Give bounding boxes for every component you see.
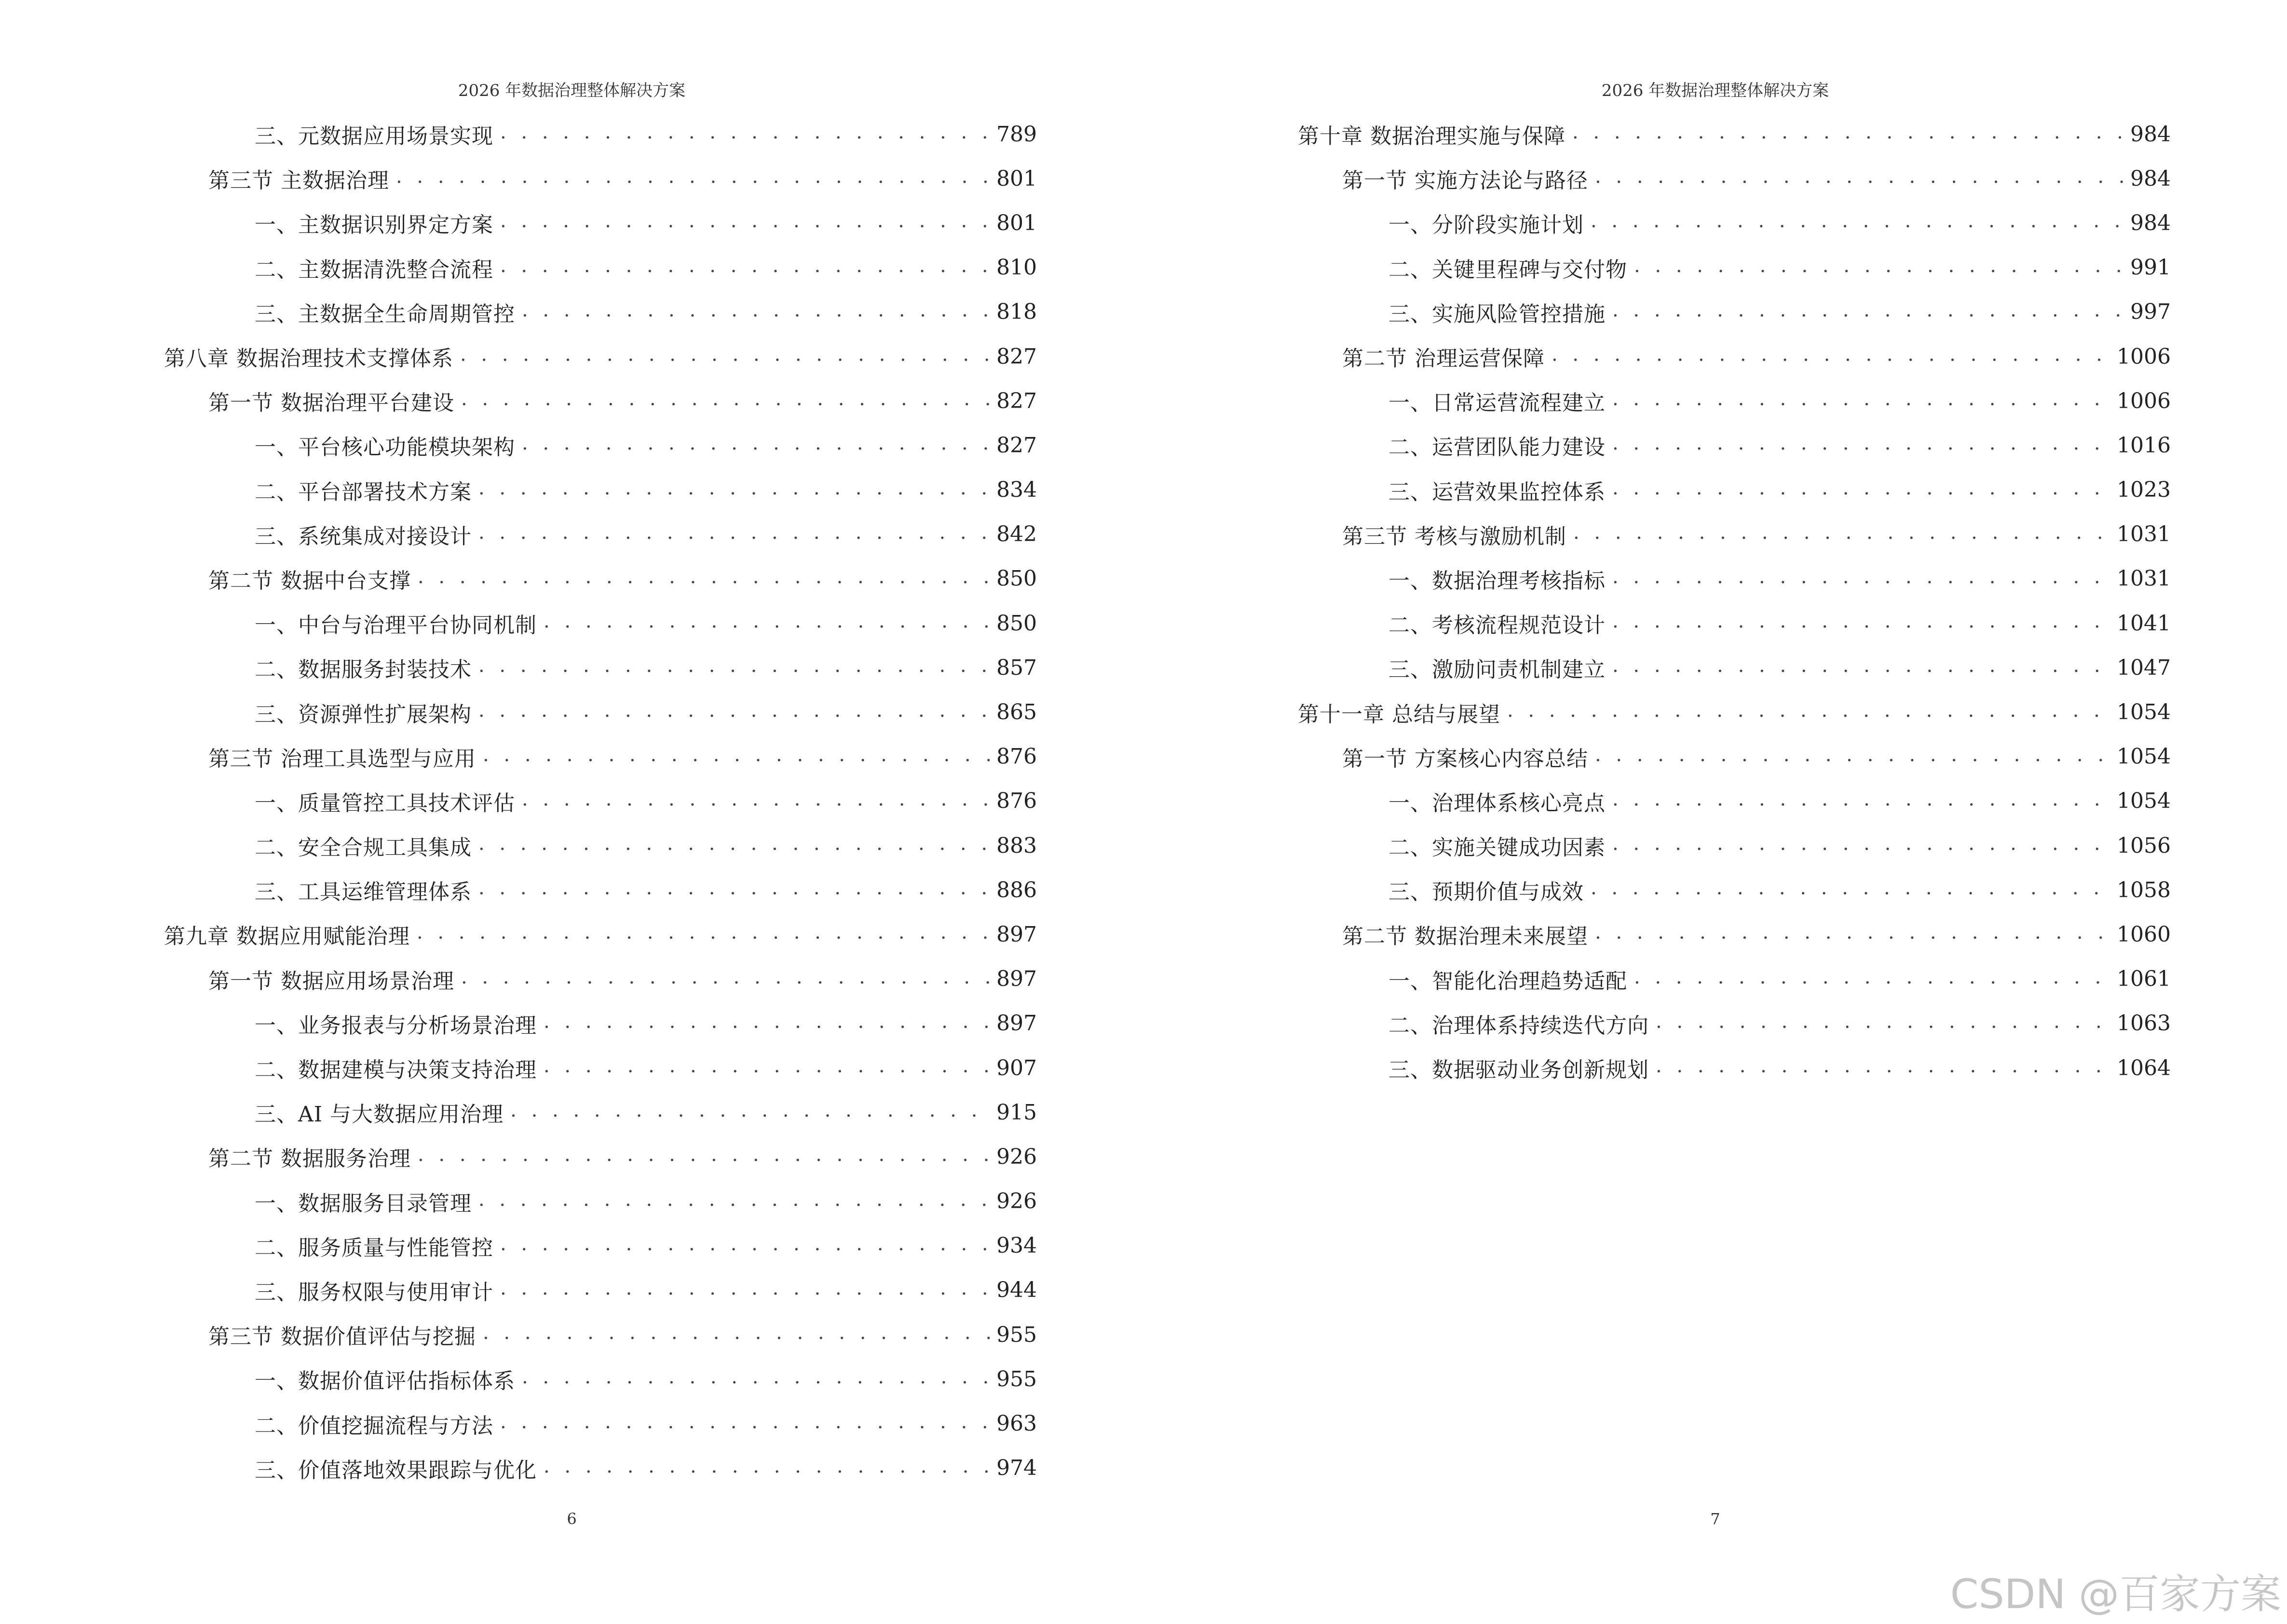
toc-entry-page: 926: [996, 1189, 1037, 1214]
toc-entry[interactable]: [164, 379, 1037, 423]
toc-leader-dots: [1612, 388, 2110, 410]
toc-entry[interactable]: [164, 1357, 1037, 1401]
toc-entry-page: 907: [996, 1055, 1037, 1080]
toc-entry[interactable]: [1298, 379, 2171, 423]
toc-entry-page: 801: [996, 210, 1037, 235]
toc-entry[interactable]: [164, 601, 1037, 645]
toc-entry-page: 827: [996, 433, 1037, 458]
toc-leader-dots: [478, 477, 990, 499]
toc-leader-dots: [500, 1233, 990, 1255]
toc-entry[interactable]: [164, 1001, 1037, 1046]
toc-entry-page: 818: [996, 300, 1037, 325]
toc-entry[interactable]: [1298, 1001, 2171, 1046]
toc-entry-title: 二、主数据清洗整合流程: [255, 257, 493, 282]
toc-entry[interactable]: [164, 1224, 1037, 1268]
toc-leader-dots: [544, 1055, 990, 1077]
toc-entry-title: 第二节 数据治理未来展望: [1342, 924, 1588, 949]
toc-leader-dots: [500, 1277, 990, 1299]
toc-entry[interactable]: [1298, 112, 2171, 156]
toc-entry-title: 第三节 数据价值评估与挖掘: [208, 1324, 476, 1350]
toc-entry-title: 二、治理体系持续迭代方向: [1389, 1013, 1649, 1038]
toc-entry-title: 第一节 数据应用场景治理: [208, 969, 454, 994]
toc-entry[interactable]: [1298, 868, 2171, 912]
toc-leader-dots: [483, 744, 990, 766]
toc-leader-dots: [1552, 343, 2110, 366]
toc-leader-dots: [500, 1411, 990, 1433]
toc-entry[interactable]: [164, 156, 1037, 201]
toc-entry-title: 三、激励问责机制建立: [1389, 657, 1606, 682]
toc-leader-dots: [522, 299, 990, 321]
toc-entry-page: 789: [996, 122, 1037, 147]
toc-entry[interactable]: [1298, 512, 2171, 557]
toc-entry[interactable]: [1298, 423, 2171, 467]
toc-leader-dots: [417, 921, 990, 943]
toc-entry-page: 1031: [2117, 566, 2171, 591]
toc-entry-page: 1058: [2117, 877, 2171, 902]
toc-entry-page: 1006: [2117, 388, 2171, 413]
toc-entry-page: 915: [996, 1100, 1037, 1125]
toc-entry-page: 1006: [2117, 344, 2171, 369]
toc-leader-dots: [1595, 921, 2110, 943]
toc-entry-page: 997: [2130, 300, 2171, 325]
toc-entry-title: 第二节 治理运营保障: [1342, 346, 1545, 371]
toc-leader-dots: [522, 432, 990, 454]
toc-entry-page: 850: [996, 611, 1037, 636]
toc-entry[interactable]: [1298, 823, 2171, 868]
toc-list-right: [1298, 112, 2171, 1090]
toc-entry-title: 三、价值落地效果跟踪与优化: [255, 1458, 537, 1483]
toc-entry[interactable]: [164, 557, 1037, 601]
toc-entry-page: 1063: [2117, 1011, 2171, 1036]
toc-entry[interactable]: [1298, 468, 2171, 512]
toc-entry-title: 三、预期价值与成效: [1389, 880, 1584, 905]
toc-entry-title: 三、实施风险管控措施: [1389, 301, 1606, 327]
toc-entry-page: 883: [996, 833, 1037, 858]
toc-leader-dots: [1612, 655, 2110, 677]
toc-leader-dots: [483, 1322, 990, 1344]
toc-leader-dots: [1612, 299, 2124, 321]
toc-leader-dots: [500, 121, 990, 143]
toc-entry-page: 974: [996, 1456, 1037, 1481]
toc-leader-dots: [1634, 966, 2110, 988]
toc-entry-title: 第三节 治理工具选型与应用: [208, 746, 476, 771]
toc-entry-page: 897: [996, 922, 1037, 947]
toc-leader-dots: [418, 1144, 990, 1166]
toc-leader-dots: [396, 165, 990, 188]
toc-entry[interactable]: [164, 690, 1037, 734]
toc-leader-dots: [1612, 566, 2110, 588]
toc-entry-title: 第八章 数据治理技术支撑体系: [164, 346, 453, 371]
toc-entry-title: 三、系统集成对接设计: [255, 524, 472, 549]
toc-leader-dots: [478, 832, 990, 855]
toc-leader-dots: [478, 521, 990, 544]
toc-entry[interactable]: [1298, 690, 2171, 734]
toc-entry[interactable]: [164, 1312, 1037, 1357]
toc-entry-page: 1061: [2117, 967, 2171, 992]
toc-entry-title: 三、数据驱动业务创新规划: [1389, 1058, 1649, 1083]
toc-entry[interactable]: [164, 468, 1037, 512]
toc-entry-title: 第九章 数据应用赋能治理: [164, 924, 410, 949]
toc-leader-dots: [500, 255, 990, 277]
toc-leader-dots: [1612, 477, 2110, 499]
toc-entry[interactable]: [164, 1446, 1037, 1490]
watermark: CSDN @百家方案: [1950, 1570, 2281, 1618]
toc-entry-title: 第一节 实施方法论与路径: [1342, 168, 1588, 193]
toc-entry-title: 第十一章 总结与展望: [1298, 702, 1500, 727]
toc-entry-page: 842: [996, 522, 1037, 547]
toc-entry-page: 984: [2130, 166, 2171, 191]
page-number: 6: [567, 1510, 577, 1528]
toc-entry-page: 876: [996, 789, 1037, 814]
toc-entry[interactable]: [164, 423, 1037, 467]
toc-entry-title: 三、运营效果监控体系: [1389, 479, 1606, 505]
toc-entry-page: 934: [996, 1233, 1037, 1258]
toc-leader-dots: [1591, 210, 2124, 232]
toc-entry-title: 三、服务权限与使用审计: [255, 1280, 493, 1305]
toc-entry-page: 827: [996, 344, 1037, 369]
toc-entry-title: 三、工具运维管理体系: [255, 880, 472, 905]
toc-entry[interactable]: [164, 112, 1037, 156]
toc-entry-page: 1054: [2117, 744, 2171, 769]
toc-leader-dots: [500, 210, 990, 232]
toc-entry-title: 第三节 主数据治理: [208, 168, 389, 193]
toc-entry[interactable]: [164, 290, 1037, 334]
toc-entry-page: 991: [2130, 255, 2171, 280]
right-page: [1144, 0, 2287, 1624]
toc-entry-title: 二、数据服务封装技术: [255, 657, 472, 682]
toc-entry[interactable]: [164, 868, 1037, 912]
toc-entry-page: 926: [996, 1144, 1037, 1169]
toc-entry[interactable]: [1298, 957, 2171, 1001]
toc-leader-dots: [461, 388, 990, 410]
toc-entry-title: 二、实施关键成功因素: [1389, 835, 1606, 860]
toc-entry-title: 二、考核流程规范设计: [1389, 613, 1606, 638]
toc-entry[interactable]: [1298, 246, 2171, 290]
toc-entry[interactable]: [164, 779, 1037, 823]
toc-entry[interactable]: [164, 1401, 1037, 1446]
toc-entry-page: 963: [996, 1411, 1037, 1436]
toc-entry-title: 二、关键里程碑与交付物: [1389, 257, 1627, 282]
toc-entry-title: 三、元数据应用场景实现: [255, 124, 493, 149]
toc-entry-title: 一、数据价值评估指标体系: [255, 1369, 515, 1394]
toc-entry[interactable]: [1298, 334, 2171, 379]
toc-entry-page: 1060: [2117, 922, 2171, 947]
toc-leader-dots: [522, 788, 990, 810]
toc-entry-page: 1023: [2117, 478, 2171, 503]
toc-entry-title: 三、资源弹性扩展架构: [255, 702, 472, 727]
toc-entry-page: 827: [996, 388, 1037, 413]
toc-entry-page: 944: [996, 1278, 1037, 1303]
toc-entry-title: 第十章 数据治理实施与保障: [1298, 124, 1566, 149]
toc-entry-page: 857: [996, 655, 1037, 680]
toc-leader-dots: [1572, 121, 2124, 143]
toc-entry[interactable]: [164, 246, 1037, 290]
toc-entry[interactable]: [164, 1179, 1037, 1224]
toc-entry[interactable]: [164, 512, 1037, 557]
toc-leader-dots: [1595, 165, 2124, 188]
toc-entry[interactable]: [1298, 779, 2171, 823]
toc-entry[interactable]: [1298, 1046, 2171, 1090]
toc-entry-title: 三、AI 与大数据应用治理: [255, 1102, 504, 1127]
toc-entry-title: 一、日常运营流程建立: [1389, 391, 1606, 416]
toc-leader-dots: [1656, 1010, 2110, 1033]
toc-entry-title: 一、分阶段实施计划: [1389, 213, 1584, 238]
toc-entry-title: 一、数据服务目录管理: [255, 1191, 472, 1216]
toc-entry[interactable]: [164, 201, 1037, 245]
toc-entry[interactable]: [1298, 201, 2171, 245]
toc-leader-dots: [1573, 521, 2110, 544]
toc-entry-page: 801: [996, 166, 1037, 191]
toc-entry[interactable]: [164, 1090, 1037, 1134]
toc-leader-dots: [510, 1099, 990, 1121]
toc-entry-page: 810: [996, 255, 1037, 280]
toc-leader-dots: [1591, 877, 2110, 899]
page-header: 2026 年数据治理整体解决方案: [458, 81, 686, 100]
toc-leader-dots: [522, 1366, 990, 1388]
toc-leader-dots: [1507, 699, 2110, 722]
toc-leader-dots: [478, 699, 990, 722]
toc-entry-page: 1054: [2117, 700, 2171, 725]
toc-entry-page: 955: [996, 1322, 1037, 1347]
toc-entry-page: 1047: [2117, 655, 2171, 680]
toc-entry-title: 一、质量管控工具技术评估: [255, 791, 515, 816]
toc-entry-title: 第三节 考核与激励机制: [1342, 524, 1566, 549]
toc-leader-dots: [1612, 832, 2110, 855]
toc-entry-title: 第二节 数据中台支撑: [208, 568, 411, 593]
toc-leader-dots: [1634, 255, 2124, 277]
toc-entry-title: 二、数据建模与决策支持治理: [255, 1058, 537, 1083]
toc-entry[interactable]: [1298, 601, 2171, 645]
toc-leader-dots: [1612, 432, 2110, 454]
toc-leader-dots: [1656, 1055, 2110, 1077]
toc-entry-title: 二、服务质量与性能管控: [255, 1235, 493, 1260]
toc-entry-page: 1031: [2117, 522, 2171, 547]
toc-entry-page: 984: [2130, 210, 2171, 235]
toc-entry-title: 一、治理体系核心亮点: [1389, 791, 1606, 816]
toc-entry-page: 1016: [2117, 433, 2171, 458]
toc-entry[interactable]: [164, 823, 1037, 868]
toc-entry-page: 1064: [2117, 1055, 2171, 1080]
toc-entry[interactable]: [164, 1134, 1037, 1179]
toc-entry[interactable]: [164, 334, 1037, 379]
toc-entry-title: 二、运营团队能力建设: [1389, 435, 1606, 460]
toc-entry[interactable]: [164, 957, 1037, 1001]
toc-entry-page: 886: [996, 877, 1037, 902]
toc-entry[interactable]: [1298, 557, 2171, 601]
toc-entry-title: 第一节 数据治理平台建设: [208, 391, 454, 416]
toc-leader-dots: [544, 610, 990, 632]
page-header: 2026 年数据治理整体解决方案: [1601, 81, 1829, 100]
toc-entry-title: 一、智能化治理趋势适配: [1389, 969, 1627, 994]
toc-entry[interactable]: [1298, 290, 2171, 334]
toc-entry[interactable]: [164, 1268, 1037, 1312]
toc-leader-dots: [478, 1188, 990, 1211]
toc-entry-page: 865: [996, 700, 1037, 725]
toc-leader-dots: [1612, 788, 2110, 810]
toc-leader-dots: [418, 566, 990, 588]
toc-entry[interactable]: [164, 645, 1037, 690]
toc-entry[interactable]: [164, 1046, 1037, 1090]
toc-entry-title: 一、中台与治理平台协同机制: [255, 613, 537, 638]
toc-entry-page: 876: [996, 744, 1037, 769]
page-number: 7: [1710, 1510, 1720, 1528]
toc-leader-dots: [478, 877, 990, 899]
toc-list-left: [164, 112, 1037, 1490]
toc-entry-title: 一、主数据识别界定方案: [255, 213, 493, 238]
toc-entry[interactable]: [1298, 156, 2171, 201]
toc-leader-dots: [544, 1455, 990, 1477]
toc-entry[interactable]: [164, 735, 1037, 779]
toc-leader-dots: [478, 655, 990, 677]
toc-entry[interactable]: [1298, 735, 2171, 779]
toc-entry[interactable]: [164, 912, 1037, 956]
toc-entry-page: 1056: [2117, 833, 2171, 858]
toc-entry-title: 二、安全合规工具集成: [255, 835, 472, 860]
toc-entry-title: 二、平台部署技术方案: [255, 479, 472, 505]
toc-entry-title: 三、主数据全生命周期管控: [255, 301, 515, 327]
toc-entry-page: 1054: [2117, 789, 2171, 814]
toc-entry[interactable]: [1298, 912, 2171, 956]
toc-entry-title: 第一节 方案核心内容总结: [1342, 746, 1588, 771]
toc-leader-dots: [460, 343, 990, 366]
toc-entry-page: 834: [996, 478, 1037, 503]
toc-entry[interactable]: [1298, 645, 2171, 690]
toc-entry-page: 1041: [2117, 611, 2171, 636]
toc-entry-title: 二、价值挖掘流程与方法: [255, 1413, 493, 1438]
toc-entry-title: 一、业务报表与分析场景治理: [255, 1013, 537, 1038]
toc-entry-title: 第二节 数据服务治理: [208, 1146, 411, 1172]
toc-leader-dots: [461, 966, 990, 988]
toc-entry-title: 一、数据治理考核指标: [1389, 568, 1606, 593]
toc-entry-page: 955: [996, 1366, 1037, 1392]
toc-entry-title: 一、平台核心功能模块架构: [255, 435, 515, 460]
toc-leader-dots: [1612, 610, 2110, 632]
toc-entry-page: 897: [996, 1011, 1037, 1036]
toc-leader-dots: [544, 1010, 990, 1033]
toc-leader-dots: [1595, 744, 2110, 766]
toc-entry-page: 897: [996, 967, 1037, 992]
toc-entry-page: 850: [996, 566, 1037, 591]
toc-entry-page: 984: [2130, 122, 2171, 147]
